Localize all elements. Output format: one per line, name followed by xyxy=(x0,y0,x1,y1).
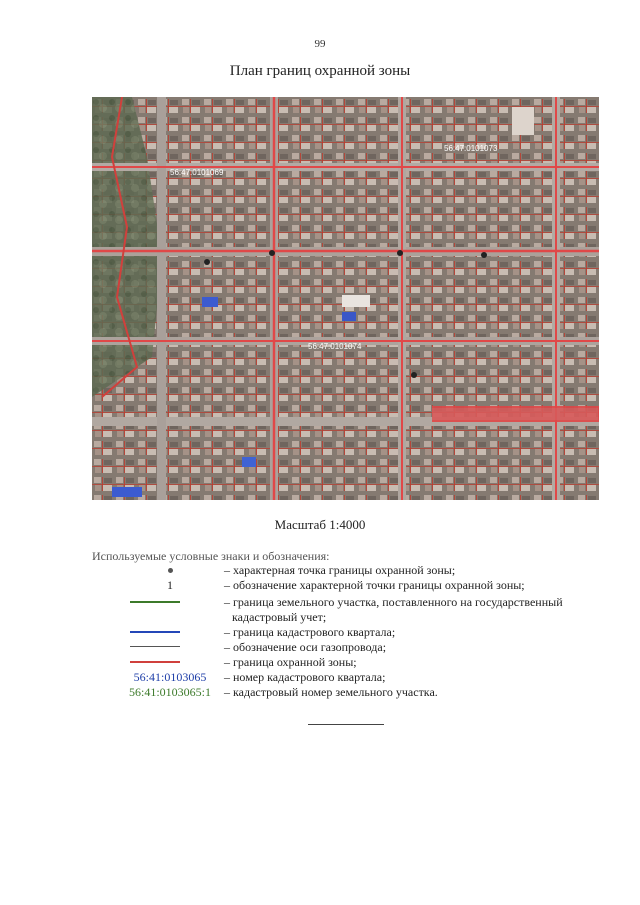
legend-row-protection-zone xyxy=(100,655,600,669)
legend-desc-parcel-number: – кадастровый номер земельного участка. xyxy=(224,685,438,699)
legend-row-parcel-number xyxy=(100,685,600,699)
legend-row-quarter-number xyxy=(100,670,600,684)
page-number: 99 xyxy=(314,38,326,50)
point-marker-icon xyxy=(168,568,173,573)
legend-symbol-gas-axis xyxy=(100,640,240,654)
page-title: План границ охранной зоны xyxy=(229,63,411,79)
legend-row-point xyxy=(100,563,600,577)
legend-row-land-parcel-cont xyxy=(100,610,600,624)
legend-symbol-parcel-number: 56:41:0103065:1 xyxy=(128,685,211,699)
legend-symbol-land-parcel xyxy=(100,595,240,609)
legend-desc-point: – характерная точка границы охранной зоны; xyxy=(224,563,456,577)
legend-symbol-quarter-number: 56:41:0103065 xyxy=(133,670,207,684)
legend-row-quarter-boundary xyxy=(100,625,600,639)
map-label-quarter-1: 56:47:0101073 xyxy=(444,144,498,153)
legend-desc-land-parcel-cont: кадастровый учет; xyxy=(232,610,327,624)
legend-symbol-protection-zone xyxy=(100,655,240,669)
legend-desc-land-parcel: – граница земельного участка, поставленного на государственный xyxy=(224,595,563,609)
legend-symbol-point-number: 1 xyxy=(167,578,173,592)
legend-row-point-number xyxy=(100,578,600,592)
blue-line-icon xyxy=(130,631,180,633)
legend-symbol-point xyxy=(100,563,240,577)
satellite-map xyxy=(92,97,599,500)
legend-row-gas-axis xyxy=(100,640,600,654)
gray-line-icon xyxy=(130,646,180,647)
map-scale: Масштаб 1:4000 xyxy=(274,517,366,532)
legend-row-land-parcel xyxy=(100,595,600,609)
map-label-quarter-3: 56:47:0101074 xyxy=(308,342,362,351)
map-image xyxy=(92,97,599,500)
green-line-icon xyxy=(130,601,180,603)
legend-desc-quarter-number: – номер кадастрового квартала; xyxy=(224,670,386,684)
legend-symbol-quarter-boundary xyxy=(100,625,240,639)
footer-divider xyxy=(308,724,384,725)
legend-heading: Используемые условные знаки и обозначения: xyxy=(92,549,330,563)
legend-desc-point-number: – обозначение характерной точки границы охранной зоны; xyxy=(224,578,525,592)
legend-desc-protection-zone: – граница охранной зоны; xyxy=(224,655,357,669)
legend-desc-gas-axis: – обозначение оси газопровода; xyxy=(224,640,387,654)
map-label-quarter-2: 56:47:0101069 xyxy=(170,168,224,177)
legend-desc-quarter-boundary: – граница кадастрового квартала; xyxy=(224,625,396,639)
red-line-icon xyxy=(130,661,180,663)
